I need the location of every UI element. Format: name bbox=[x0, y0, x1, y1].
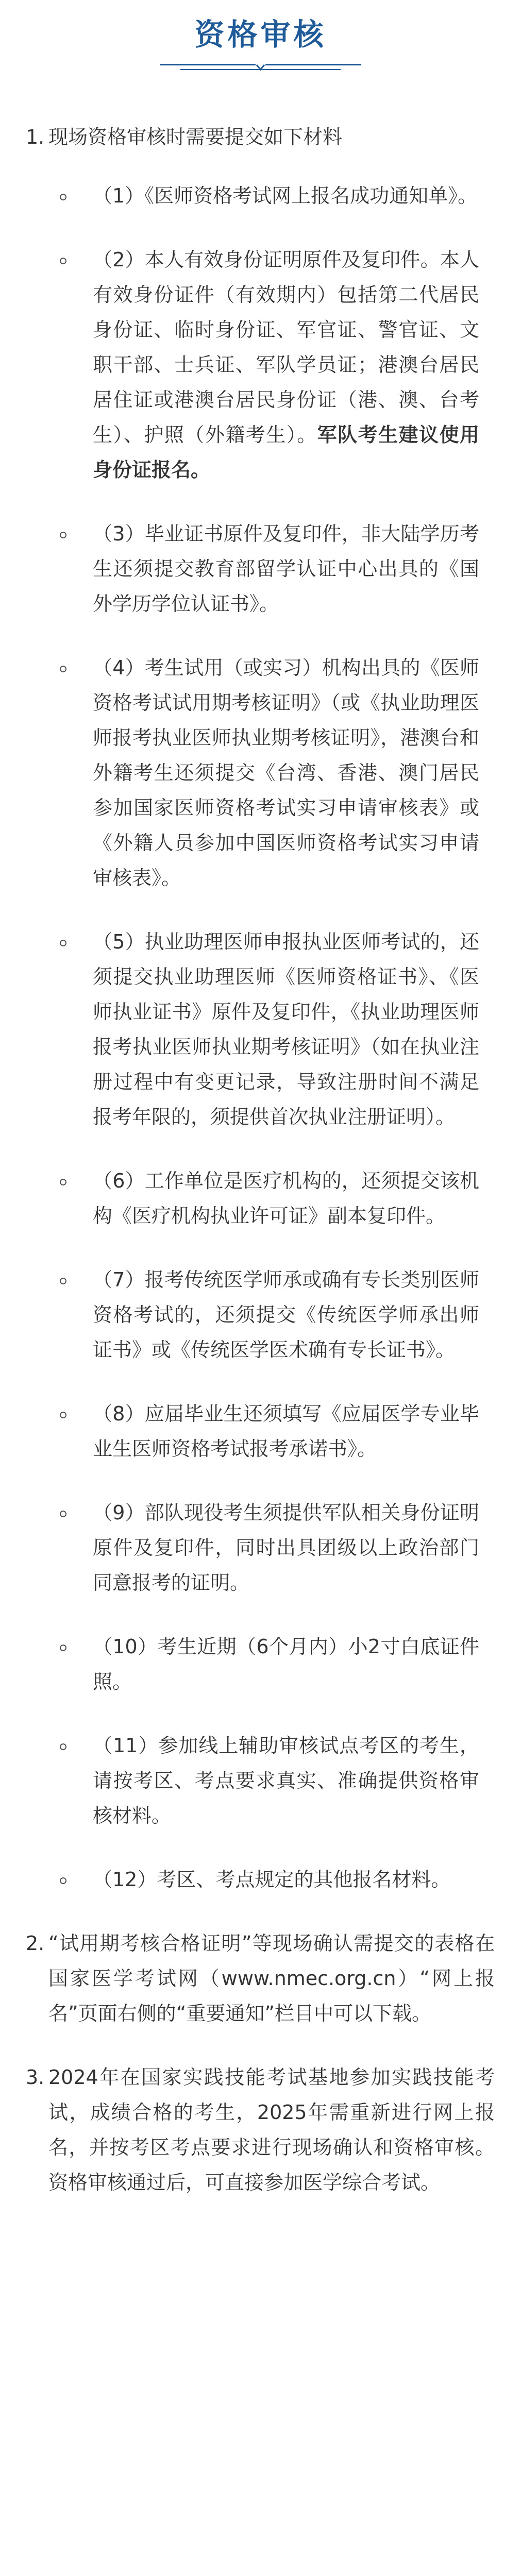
list-item bbox=[93, 650, 479, 895]
circle-bullet-icon bbox=[60, 1412, 66, 1418]
chevron-down-icon bbox=[256, 64, 265, 71]
circle-bullet-icon bbox=[60, 1511, 66, 1517]
title-block bbox=[0, 10, 521, 54]
list-item-text: （2）本人有效身份证明原件及复印件。本人有效身份证件（有效期内）包括第二代居民身份证、临时身份证、军官证、警官证、文职干部、士兵证、军队学员证；港澳台居民居住证或港澳台居民身份证（港、澳、台考生）、护照（外籍考生）。 bbox=[93, 248, 479, 446]
circle-bullet-icon bbox=[60, 1278, 66, 1284]
list-item-text: （11）参加线上辅助审核试点考区的考生，请按考区、考点要求真实、准确提供资格审核材料。 bbox=[93, 1734, 479, 1827]
section-1-heading bbox=[26, 118, 500, 156]
list-item-text: （7）报考传统医学师承或确有专长类别医师资格考试的，还须提交《传统医学师承出师证书》或《传统医学医术确有专长证书》。 bbox=[93, 1268, 479, 1361]
circle-bullet-icon bbox=[60, 666, 66, 672]
circle-bullet-icon bbox=[60, 532, 66, 538]
list-item bbox=[93, 1629, 479, 1699]
section-1-title: 现场资格审核时需要提交如下材料 bbox=[48, 126, 343, 148]
circle-bullet-icon bbox=[60, 940, 66, 946]
circle-bullet-icon bbox=[60, 1743, 66, 1750]
list-item bbox=[93, 178, 479, 213]
materials-list bbox=[26, 178, 500, 1897]
section-3 bbox=[26, 2060, 495, 2200]
section-3-text: 2024年在国家实践技能考试基地参加实践技能考试，成绩合格的考生，2025年需重新进行网上报名，并按考区考点要求进行现场确认和资格审核。资格审核通过后，可直接参加医学综合考试。 bbox=[48, 2066, 495, 2194]
section-1-number: 1. bbox=[26, 126, 45, 148]
circle-bullet-icon bbox=[60, 1645, 66, 1651]
circle-bullet-icon bbox=[60, 194, 66, 200]
list-item-emphasis: 军队考生建议使用身份证报名。 bbox=[93, 423, 479, 481]
page-title: 资格审核 bbox=[194, 17, 327, 52]
list-item bbox=[93, 1262, 479, 1367]
list-item-text: （8）应届毕业生还须填写《应届医学专业毕业生医师资格考试报考承诺书》。 bbox=[93, 1402, 479, 1460]
list-item-text: （1）《医师资格考试网上报名成功通知单》。 bbox=[93, 184, 478, 207]
section-2-text: “试用期考核合格证明”等现场确认需提交的表格在国家医学考试网（www.nmec.org.cn）“网上报名”页面右侧的“重要通知”栏目中可以下载。 bbox=[48, 1932, 495, 2025]
section-3-number: 3. bbox=[26, 2066, 45, 2089]
list-item-text: （12）考区、考点规定的其他报名材料。 bbox=[93, 1868, 451, 1891]
section-2 bbox=[26, 1926, 495, 2031]
section-2-number: 2. bbox=[26, 1932, 45, 1955]
content bbox=[26, 118, 500, 2200]
list-item-text: （5）执业助理医师申报执业医师考试的，还须提交执业助理医师《医师资格证书》、《医师执业证书》原件及复印件，《执业助理医师报考执业医师执业期考核证明》（如在执业注册过程中有变更记录，导致注册时间不满足报考年限的，须提供首次执业注册证明）。 bbox=[93, 930, 479, 1128]
list-item bbox=[93, 1728, 479, 1833]
circle-bullet-icon bbox=[60, 1877, 66, 1884]
list-item bbox=[93, 516, 479, 621]
circle-bullet-icon bbox=[60, 1179, 66, 1185]
list-item bbox=[93, 1495, 479, 1600]
circle-bullet-icon bbox=[60, 258, 66, 264]
list-item-text: （9）部队现役考生须提供军队相关身份证明原件及复印件，同时出具团级以上政治部门同意报考的证明。 bbox=[93, 1501, 479, 1594]
list-item bbox=[93, 1163, 479, 1233]
list-item-text: （3）毕业证书原件及复印件，非大陆学历考生还须提交教育部留学认证中心出具的《国外学历学位认证书》。 bbox=[93, 522, 479, 615]
title-underline bbox=[160, 64, 361, 71]
list-item bbox=[93, 242, 479, 487]
list-item-text: （10）考生近期（6个月内）小2寸白底证件照。 bbox=[93, 1635, 479, 1693]
list-item-text: （6）工作单位是医疗机构的，还须提交该机构《医疗机构执业许可证》副本复印件。 bbox=[93, 1170, 479, 1227]
list-item bbox=[93, 1862, 479, 1897]
list-item-text: （4）考生试用（或实习）机构出具的《医师资格考试试用期考核证明》（或《执业助理医师报考执业医师执业期考核证明》，港澳台和外籍考生还须提交《台湾、香港、澳门居民参加国家医师资格考试实习申请审核表》或《外籍人员参加中国医师资格考试实习申请审核表》。 bbox=[93, 656, 479, 889]
list-item bbox=[93, 1396, 479, 1466]
list-item bbox=[93, 924, 479, 1134]
